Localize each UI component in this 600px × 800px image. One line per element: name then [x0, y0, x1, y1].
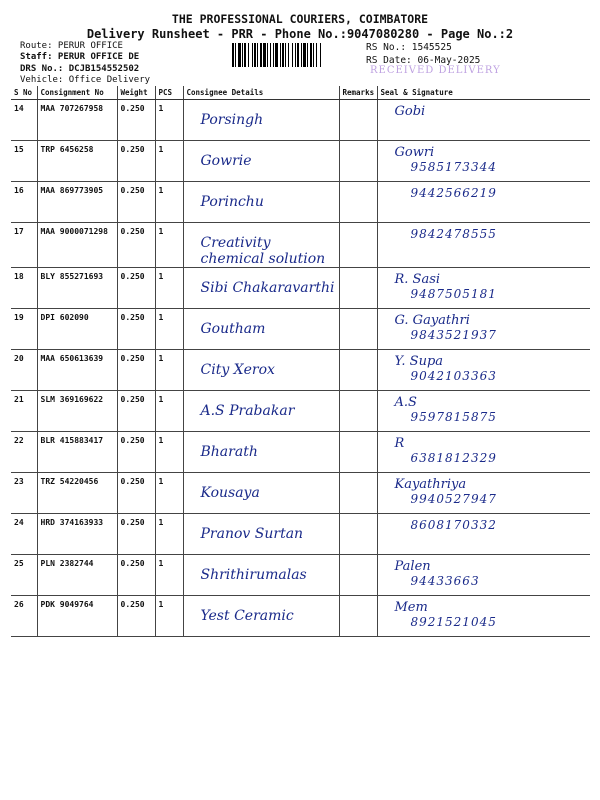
signature-handwriting: Kayathriya — [394, 477, 467, 492]
consignee-handwriting: Porsingh — [200, 112, 264, 128]
row-sno: 18 — [11, 268, 37, 309]
table-row — [11, 268, 590, 309]
row-consignment: PLN 2382744 — [37, 555, 117, 596]
row-pcs: 1 — [155, 268, 183, 309]
row-consignee — [183, 596, 339, 637]
phone-handwriting: 9843521937 — [410, 328, 497, 342]
col-weight: Weight — [117, 86, 155, 100]
consignee-handwriting: Gowrie — [200, 153, 252, 169]
phone-handwriting: 9842478555 — [410, 227, 497, 241]
row-consignment: MAA 9000071298 — [37, 223, 117, 268]
col-consignment: Consignment No — [37, 86, 117, 100]
signature-handwriting: G. Gayathri — [394, 313, 470, 328]
rs-number: RS No.: 1545525 — [366, 42, 452, 53]
row-consignment: MAA 869773905 — [37, 182, 117, 223]
row-consignment: MAA 650613639 — [37, 350, 117, 391]
row-consignee — [183, 100, 339, 141]
table-row — [11, 309, 590, 350]
row-signature — [377, 432, 590, 473]
signature-handwriting: Mem — [394, 600, 428, 615]
row-signature — [377, 223, 590, 268]
row-remarks — [339, 350, 377, 391]
route-label: Route: PERUR OFFICE — [20, 41, 123, 51]
signature-handwriting: Palen — [394, 559, 431, 574]
row-signature — [377, 309, 590, 350]
row-sno: 24 — [11, 514, 37, 555]
row-consignment: SLM 369169622 — [37, 391, 117, 432]
row-weight: 0.250 — [117, 350, 155, 391]
row-consignee — [183, 309, 339, 350]
row-weight: 0.250 — [117, 309, 155, 350]
row-weight: 0.250 — [117, 555, 155, 596]
row-remarks — [339, 182, 377, 223]
row-signature — [377, 268, 590, 309]
phone-handwriting: 9940527947 — [410, 492, 497, 506]
row-remarks — [339, 473, 377, 514]
row-sno: 15 — [11, 141, 37, 182]
row-signature — [377, 596, 590, 637]
row-pcs: 1 — [155, 309, 183, 350]
row-weight: 0.250 — [117, 100, 155, 141]
row-remarks — [339, 268, 377, 309]
table-header-row — [11, 86, 590, 100]
row-remarks — [339, 555, 377, 596]
table-row — [11, 473, 590, 514]
row-sno: 14 — [11, 100, 37, 141]
row-sno: 20 — [11, 350, 37, 391]
row-signature — [377, 555, 590, 596]
row-remarks — [339, 596, 377, 637]
row-weight: 0.250 — [117, 432, 155, 473]
drs-number: DRS No.: DCJB154552502 — [20, 64, 140, 74]
consignee-handwriting: Kousaya — [200, 485, 260, 501]
row-remarks — [339, 223, 377, 268]
row-pcs: 1 — [155, 141, 183, 182]
table-row — [11, 555, 590, 596]
consignee-handwriting: Sibi Chakaravarthi — [200, 280, 335, 296]
signature-handwriting: Gowri — [394, 145, 435, 160]
signature-handwriting: Gobi — [394, 104, 426, 119]
col-remarks: Remarks — [339, 86, 377, 100]
signature-handwriting: R — [394, 436, 405, 451]
row-pcs: 1 — [155, 350, 183, 391]
row-consignment: MAA 707267958 — [37, 100, 117, 141]
row-signature — [377, 350, 590, 391]
row-remarks — [339, 100, 377, 141]
staff-label: Staff: PERUR OFFICE DE — [20, 52, 140, 62]
table-row — [11, 141, 590, 182]
row-consignee — [183, 555, 339, 596]
col-seal: Seal & Signature — [377, 86, 590, 100]
row-weight: 0.250 — [117, 141, 155, 182]
row-sno: 16 — [11, 182, 37, 223]
table-row — [11, 391, 590, 432]
row-weight: 0.250 — [117, 473, 155, 514]
row-consignee — [183, 223, 339, 268]
row-pcs: 1 — [155, 555, 183, 596]
row-consignment: HRD 374163933 — [37, 514, 117, 555]
row-pcs: 1 — [155, 473, 183, 514]
row-consignee — [183, 182, 339, 223]
barcode — [232, 43, 358, 67]
row-pcs: 1 — [155, 223, 183, 268]
row-pcs: 1 — [155, 596, 183, 637]
row-remarks — [339, 432, 377, 473]
consignee-handwriting: Yest Ceramic — [200, 608, 294, 624]
row-sno: 22 — [11, 432, 37, 473]
row-signature — [377, 473, 590, 514]
vehicle-label: Vehicle: Office Delivery — [20, 75, 151, 85]
consignee-handwriting: Porinchu — [200, 194, 264, 210]
phone-handwriting: 94433663 — [410, 574, 480, 588]
phone-handwriting: 9585173344 — [410, 160, 497, 174]
consignee-handwriting: Shrithirumalas — [200, 567, 307, 583]
row-sno: 26 — [11, 596, 37, 637]
table-row — [11, 596, 590, 637]
consignee-handwriting: A.S Prabakar — [200, 403, 295, 419]
row-weight: 0.250 — [117, 391, 155, 432]
col-consignee: Consignee Details — [183, 86, 339, 100]
company-title: THE PROFESSIONAL COURIERS, COIMBATORE — [171, 12, 429, 26]
row-consignee — [183, 141, 339, 182]
row-consignee — [183, 473, 339, 514]
row-weight: 0.250 — [117, 182, 155, 223]
row-consignee — [183, 391, 339, 432]
row-consignee — [183, 268, 339, 309]
consignee-handwriting: City Xerox — [200, 362, 275, 378]
row-consignment: TRZ 54220456 — [37, 473, 117, 514]
row-consignment: DPI 602090 — [37, 309, 117, 350]
row-remarks — [339, 391, 377, 432]
row-pcs: 1 — [155, 514, 183, 555]
row-remarks — [339, 514, 377, 555]
row-consignee — [183, 350, 339, 391]
signature-handwriting: R. Sasi — [394, 272, 441, 287]
consignee-handwriting: Goutham — [200, 321, 266, 337]
row-pcs: 1 — [155, 182, 183, 223]
row-sno: 17 — [11, 223, 37, 268]
received-stamp: RECEIVED DELIVERY — [370, 65, 501, 76]
row-signature — [377, 391, 590, 432]
row-sno: 23 — [11, 473, 37, 514]
row-signature — [377, 100, 590, 141]
row-pcs: 1 — [155, 391, 183, 432]
row-signature — [377, 141, 590, 182]
row-sno: 21 — [11, 391, 37, 432]
col-sno: S No — [11, 86, 37, 100]
phone-handwriting: 9487505181 — [410, 287, 497, 301]
row-sno: 19 — [11, 309, 37, 350]
row-weight: 0.250 — [117, 268, 155, 309]
row-remarks — [339, 309, 377, 350]
table-row — [11, 100, 590, 141]
row-consignment: BLY 855271693 — [37, 268, 117, 309]
signature-handwriting: Y. Supa — [394, 354, 444, 369]
consignee-handwriting: Pranov Surtan — [200, 526, 304, 542]
row-consignment: BLR 415883417 — [37, 432, 117, 473]
phone-handwriting: 8921521045 — [410, 615, 497, 629]
row-weight: 0.250 — [117, 514, 155, 555]
row-pcs: 1 — [155, 100, 183, 141]
consignee-handwriting: Creativity chemical solution — [200, 235, 326, 267]
row-weight: 0.250 — [117, 223, 155, 268]
phone-handwriting: 6381812329 — [410, 451, 497, 465]
runsheet-table — [11, 86, 590, 637]
row-consignee — [183, 432, 339, 473]
row-consignment: PDK 9049764 — [37, 596, 117, 637]
row-weight: 0.250 — [117, 596, 155, 637]
rs-date: RS Date: 06-May-2025 — [366, 55, 481, 66]
runsheet-subtitle: Delivery Runsheet - PRR - Phone No.:9047080280 - Page No.:2 — [86, 27, 514, 41]
table-row — [11, 182, 590, 223]
row-pcs: 1 — [155, 432, 183, 473]
table-row — [11, 223, 590, 268]
col-pcs: PCS — [155, 86, 183, 100]
table-row — [11, 514, 590, 555]
row-consignment: TRP 6456258 — [37, 141, 117, 182]
row-signature — [377, 182, 590, 223]
consignee-handwriting: Bharath — [200, 444, 258, 460]
row-signature — [377, 514, 590, 555]
row-consignee — [183, 514, 339, 555]
signature-handwriting: A.S — [394, 395, 417, 410]
phone-handwriting: 8608170332 — [410, 518, 497, 532]
row-remarks — [339, 141, 377, 182]
phone-handwriting: 9442566219 — [410, 186, 497, 200]
table-row — [11, 350, 590, 391]
phone-handwriting: 9042103363 — [410, 369, 497, 383]
row-sno: 25 — [11, 555, 37, 596]
phone-handwriting: 9597815875 — [410, 410, 497, 424]
table-row — [11, 432, 590, 473]
